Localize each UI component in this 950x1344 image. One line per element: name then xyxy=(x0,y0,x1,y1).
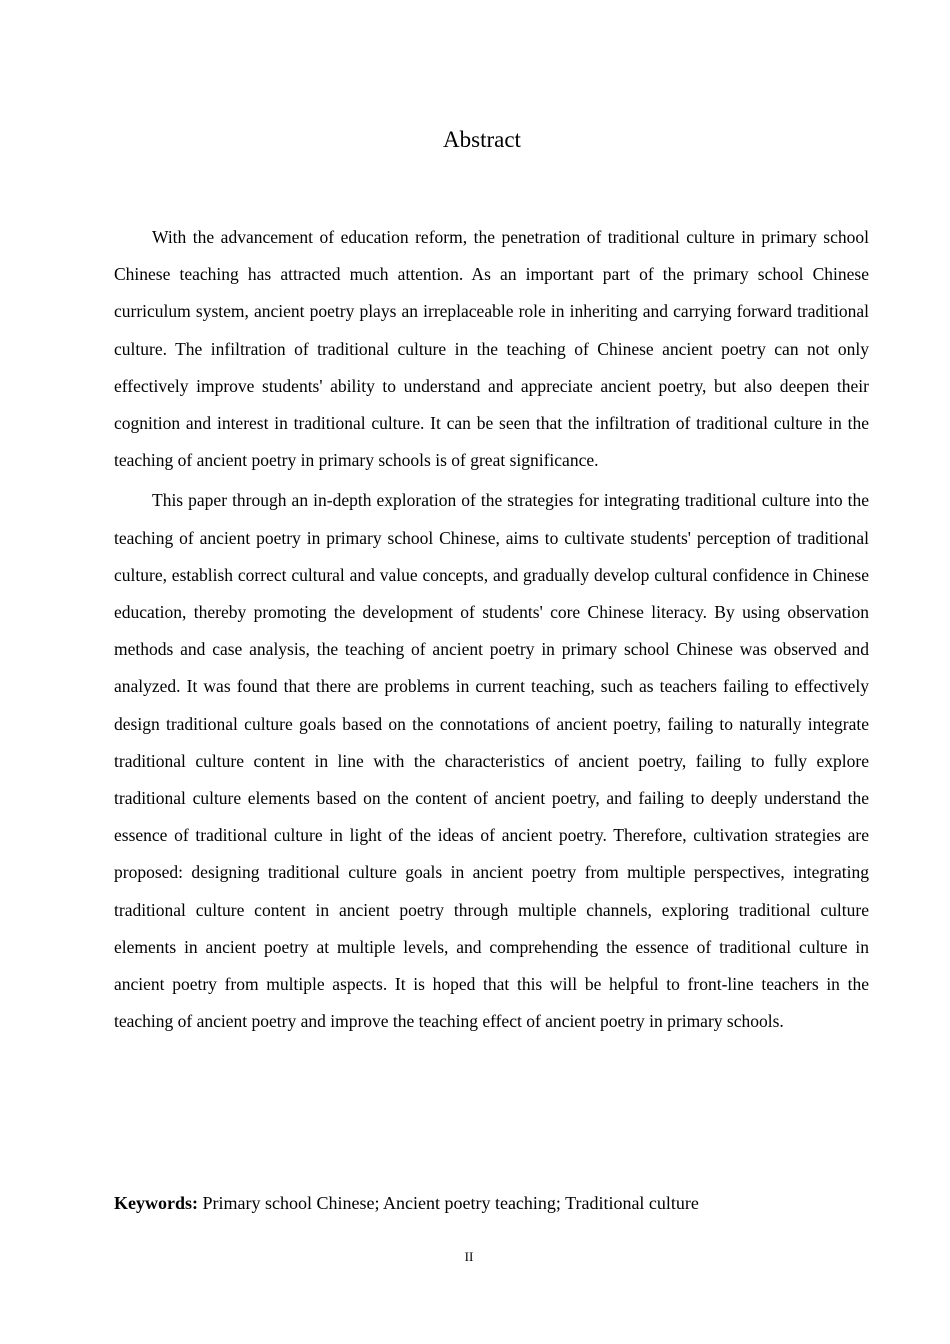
abstract-paragraph-2: This paper through an in-depth exploration of the strategies for integrating traditional culture into the teaching of ancient poetry in primary school Chinese, aims to cultivate students' perception of traditional culture, establish correct cultural and value concepts, and gradually develop cultural confidence in Chinese education, thereby promoting the development of students' core Chinese literacy. By using observation methods and case analysis, the teaching of ancient poetry in primary school Chinese was observed and analyzed. It was found that there are problems in current teaching, such as teachers failing to effectively design traditional culture goals based on the connotations of ancient poetry, failing to naturally integrate traditional culture content in line with the characteristics of ancient poetry, failing to fully explore traditional culture elements based on the content of ancient poetry, and failing to deeply understand the essence of traditional culture in light of the ideas of ancient poetry. Therefore, cultivation strategies are proposed: designing traditional culture goals in ancient poetry from multiple perspectives, integrating traditional culture content in ancient poetry through multiple channels, exploring traditional culture elements in ancient poetry at multiple levels, and comprehending the essence of traditional culture in ancient poetry from multiple aspects. It is hoped that this will be helpful to front-line teachers in the teaching of ancient poetry and improve the teaching effect of ancient poetry in primary schools. xyxy=(114,490,869,1032)
keywords-text: Primary school Chinese; Ancient poetry teaching; Traditional culture xyxy=(202,1193,699,1213)
keywords-label: Keywords: xyxy=(114,1193,198,1213)
page-title: Abstract xyxy=(443,127,521,152)
page-number: II xyxy=(464,1249,474,1264)
abstract-paragraph-1: With the advancement of education reform, the penetration of traditional culture in primary school Chinese teaching has attracted much attention. As an important part of the primary school Chinese curriculum system, ancient poetry plays an irreplaceable role in inheriting and carrying forward traditional culture. The infiltration of traditional culture in the teaching of Chinese ancient poetry can not only effectively improve students' ability to understand and appreciate ancient poetry, but also deepen their cognition and interest in traditional culture. It can be seen that the infiltration of traditional culture in the teaching of ancient poetry in primary schools is of great significance. xyxy=(114,227,869,471)
abstract-body xyxy=(114,219,869,1043)
keywords-line xyxy=(114,1188,699,1218)
